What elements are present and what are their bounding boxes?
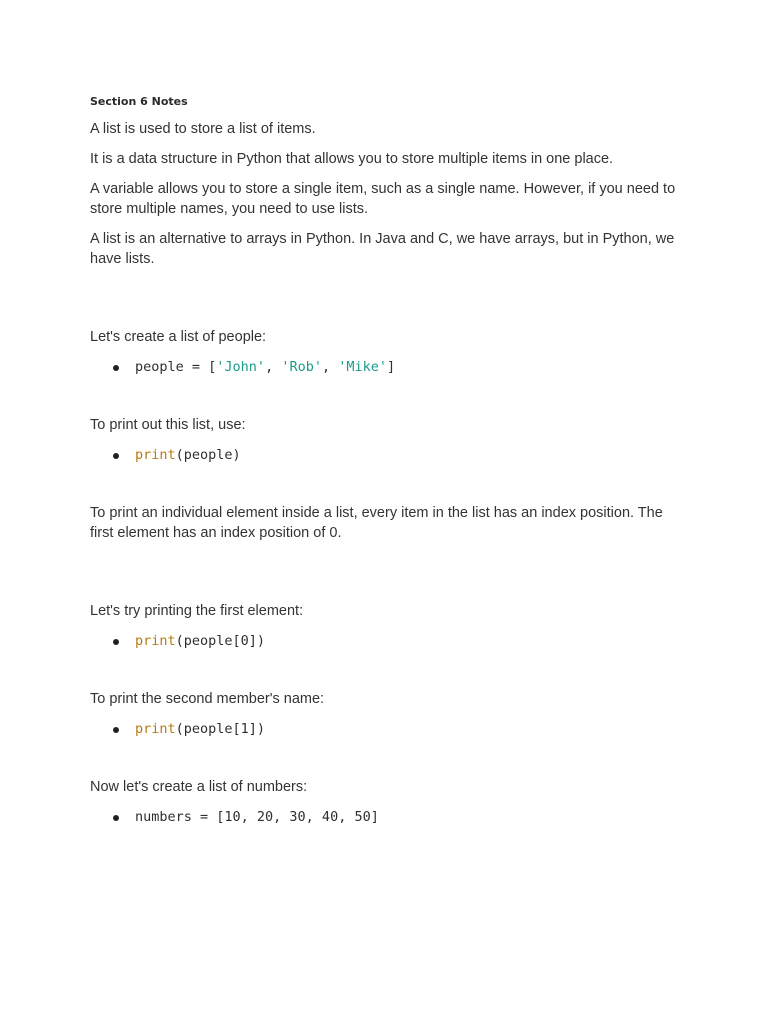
paragraph-create-people: Let's create a list of people: <box>90 329 267 345</box>
code-string: 'John' <box>216 359 266 375</box>
bullet-icon <box>113 815 119 821</box>
paragraph-arrays: A list is an alternative to arrays in Python. In Java and C, we have arrays, but in Python, we have lists. <box>90 231 675 267</box>
code-line-print-people <box>90 445 680 465</box>
code-text: , <box>265 359 282 375</box>
section-heading: Section 6 Notes <box>90 95 188 108</box>
bullet-icon <box>113 727 119 733</box>
code-text: , <box>321 359 339 375</box>
bullet-icon <box>113 639 119 645</box>
code-text: people = [ <box>135 359 217 375</box>
code-keyword: print <box>135 721 176 737</box>
paragraph-variable: A variable allows you to store a single item, such as a single name. However, if you need to store multiple names, you need to use lists. <box>90 181 676 217</box>
paragraph-list-definition: A list is used to store a list of items. <box>90 121 316 137</box>
code-line-people-assign <box>90 357 680 377</box>
paragraph-index-position: To print an individual element inside a list, every item in the list has an index position. The first element has an index position of 0. <box>90 505 663 541</box>
bullet-icon <box>113 453 119 459</box>
code-keyword: print <box>135 633 176 649</box>
paragraph-second-member: To print the second member's name: <box>90 691 325 707</box>
code-line-numbers-assign <box>90 807 680 827</box>
spacer <box>90 269 680 327</box>
spacer <box>90 465 680 503</box>
code-text: (people) <box>175 447 241 463</box>
code-text: (people[0]) <box>175 633 266 649</box>
code-text: ] <box>387 359 396 375</box>
paragraph-data-structure: It is a data structure in Python that allows you to store multiple items in one place. <box>90 151 614 167</box>
code-list-print <box>90 445 680 465</box>
paragraph-print-list: To print out this list, use: <box>90 417 246 433</box>
code-list-print-first <box>90 631 680 651</box>
code-text: numbers = [10, 20, 30, 40, 50] <box>135 809 379 825</box>
document-page <box>90 94 680 827</box>
bullet-icon <box>113 365 119 371</box>
spacer <box>90 739 680 777</box>
spacer <box>90 543 680 601</box>
code-list-print-second <box>90 719 680 739</box>
paragraph-numbers: Now let's create a list of numbers: <box>90 779 308 795</box>
code-list-numbers <box>90 807 680 827</box>
code-line-print-people1 <box>90 719 680 739</box>
code-list-people <box>90 357 680 377</box>
spacer <box>90 651 680 689</box>
code-string: 'Rob' <box>281 359 322 375</box>
code-line-print-people0 <box>90 631 680 651</box>
code-string: 'Mike' <box>338 359 388 375</box>
spacer <box>90 377 680 415</box>
paragraph-first-element: Let's try printing the first element: <box>90 603 304 619</box>
code-keyword: print <box>135 447 176 463</box>
code-text: (people[1]) <box>175 721 266 737</box>
